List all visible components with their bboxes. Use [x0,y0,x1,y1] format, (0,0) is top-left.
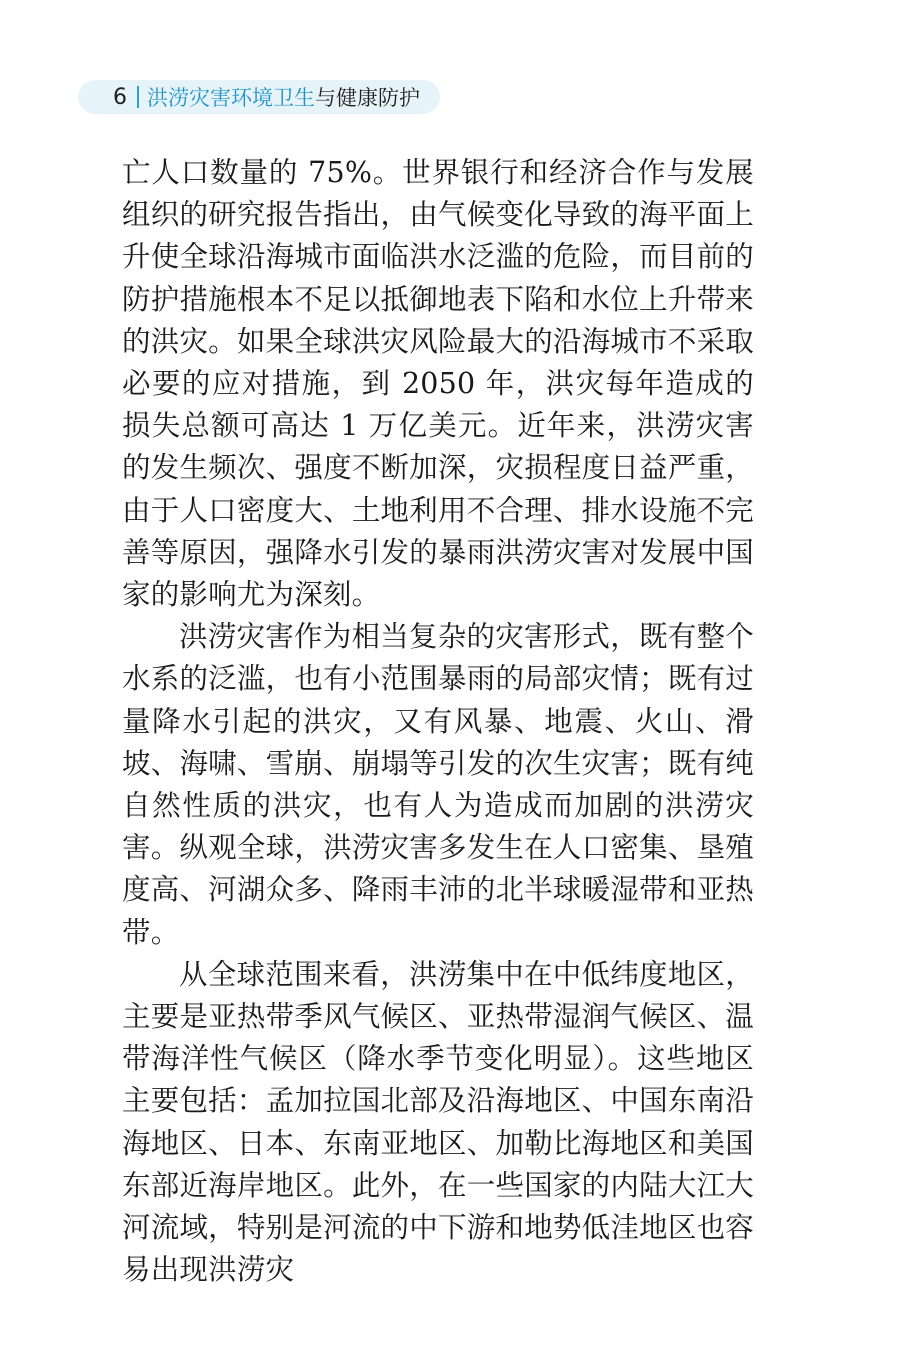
paragraph-1: 亡人口数量的 75%。世界银行和经济合作与发展组织的研究报告指出，由气候变化导致的海平面上升使全球沿海城市面临洪水泛滥的危险，而目前的防护措施根本不足以抵御地表下陷和水位上升带来的洪灾。如果全球洪灾风险最大的沿海城市不采取必要的应对措施，到 2050 年，洪灾每年造成的损失总额可高达 1 万亿美元。近年来，洪涝灾害的发生频次、强度不断加深，灾损程度日益严重，由于人口密度大、土地利用不合理、排水设施不完善等原因，强降水引发的暴雨洪涝灾害对发展中国家的影响尤为深刻。 [122,156,754,612]
book-title-accent: 洪涝灾害环境卫生 [147,86,315,110]
paragraph-3: 从全球范围来看，洪涝集中在中低纬度地区，主要是亚热带季风气候区、亚热带湿润气候区、温带海洋性气候区（降水季节变化明显）。这些地区主要包括：孟加拉国北部及沿海地区、中国东南沿海地区、日本、东南亚地区、加勒比海地区和美国东部近海岸地区。此外，在一些国家的内陆大江大河流域，特别是河流的中下游和地势低洼地区也容易出现洪涝灾 [122,957,754,1287]
page-number: 6 [113,84,127,110]
book-title-rest: 与健康防护 [315,86,420,110]
running-header [78,80,440,114]
header-divider [137,86,139,108]
paragraph-2: 洪涝灾害作为相当复杂的灾害形式，既有整个水系的泛滥，也有小范围暴雨的局部灾情；既有过量降水引起的洪灾，又有风暴、地震、火山、滑坡、海啸、雪崩、崩塌等引发的次生灾害；既有纯自然性质的洪灾，也有人为造成而加剧的洪涝灾害。纵观全球，洪涝灾害多发生在人口密集、垦殖度高、河湖众多、降雨丰沛的北半球暖湿带和亚热带。 [122,620,754,949]
body-text [122,152,754,1291]
